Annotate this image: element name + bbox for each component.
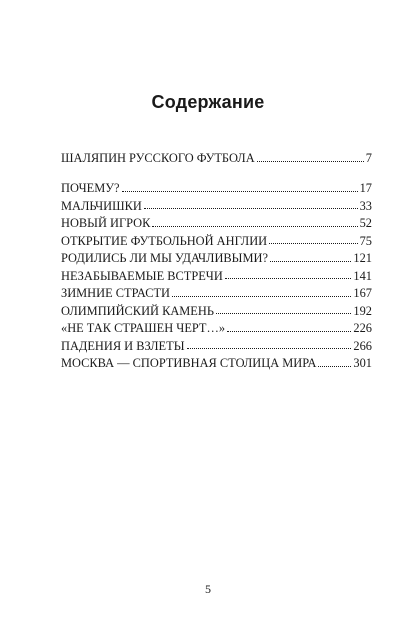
- toc-entry: [61, 355, 372, 373]
- dot-leader: [225, 278, 352, 279]
- toc-entry: [61, 180, 372, 198]
- toc-entry-page: 17: [359, 181, 372, 195]
- dot-leader: [257, 161, 364, 162]
- dot-leader: [269, 243, 358, 244]
- toc-entry-page: 167: [353, 286, 372, 300]
- toc-entry-label: ОЛИМПИЙСКИЙ КАМЕНЬ: [61, 303, 214, 318]
- dot-leader: [172, 296, 351, 297]
- toc-entry-label: ШАЛЯПИН РУССКОГО ФУТБОЛА: [61, 151, 255, 165]
- toc-entry: [61, 150, 372, 168]
- toc-entry-label: НОВЫЙ ИГРОК: [61, 216, 151, 230]
- toc-entry-label: НЕЗАБЫВАЕМЫЕ ВСТРЕЧИ: [61, 268, 223, 283]
- toc-entry-label: «НЕ ТАК СТРАШЕН ЧЕРТ…»: [61, 321, 226, 335]
- toc-entry: [61, 250, 372, 268]
- toc-entry-label: ПАДЕНИЯ И ВЗЛЕТЫ: [61, 338, 185, 353]
- dot-leader: [187, 348, 352, 349]
- dot-leader: [152, 226, 357, 227]
- dot-leader: [216, 313, 351, 314]
- dot-leader: [122, 191, 358, 192]
- toc-entry-page: 141: [353, 268, 372, 283]
- toc-entry: [61, 198, 372, 216]
- toc-entry: [61, 233, 372, 251]
- toc-entry-label: ОТКРЫТИЕ ФУТБОЛЬНОЙ АНГЛИИ: [61, 233, 268, 248]
- toc-section-first: [61, 150, 372, 168]
- toc-entry-label: РОДИЛИСЬ ЛИ МЫ УДАЧЛИВЫМИ?: [61, 251, 268, 265]
- page-number: 5: [205, 582, 211, 596]
- toc-entry: [61, 268, 372, 286]
- toc-entry: [61, 215, 372, 233]
- toc-entry-page: 7: [365, 151, 372, 165]
- toc-entry-page: 52: [359, 216, 372, 230]
- toc-entry-page: 121: [353, 251, 372, 265]
- toc-entry-page: 75: [359, 233, 372, 248]
- toc-entry-page: 192: [353, 303, 372, 318]
- toc-entry: [61, 303, 372, 321]
- toc-entry-page: 226: [353, 321, 372, 335]
- toc-entry-label: ЗИМНИЕ СТРАСТИ: [61, 286, 170, 300]
- toc-section-main: [61, 180, 372, 373]
- toc-entry-label: МАЛЬЧИШКИ: [61, 198, 142, 213]
- page-title: Содержание: [151, 92, 265, 112]
- toc-entry: [61, 285, 372, 303]
- toc-entry-page: 33: [359, 198, 372, 213]
- toc-entry-label: ПОЧЕМУ?: [61, 181, 120, 195]
- dot-leader: [144, 208, 358, 209]
- toc-entry-page: 266: [353, 338, 372, 353]
- dot-leader: [318, 366, 351, 367]
- toc-entry: [61, 320, 372, 338]
- toc-entry: [61, 338, 372, 356]
- dot-leader: [270, 261, 351, 262]
- toc-entry-label: МОСКВА — СПОРТИВНАЯ СТОЛИЦА МИРА: [61, 356, 317, 370]
- toc-entry-page: 301: [353, 356, 372, 370]
- dot-leader: [227, 331, 351, 332]
